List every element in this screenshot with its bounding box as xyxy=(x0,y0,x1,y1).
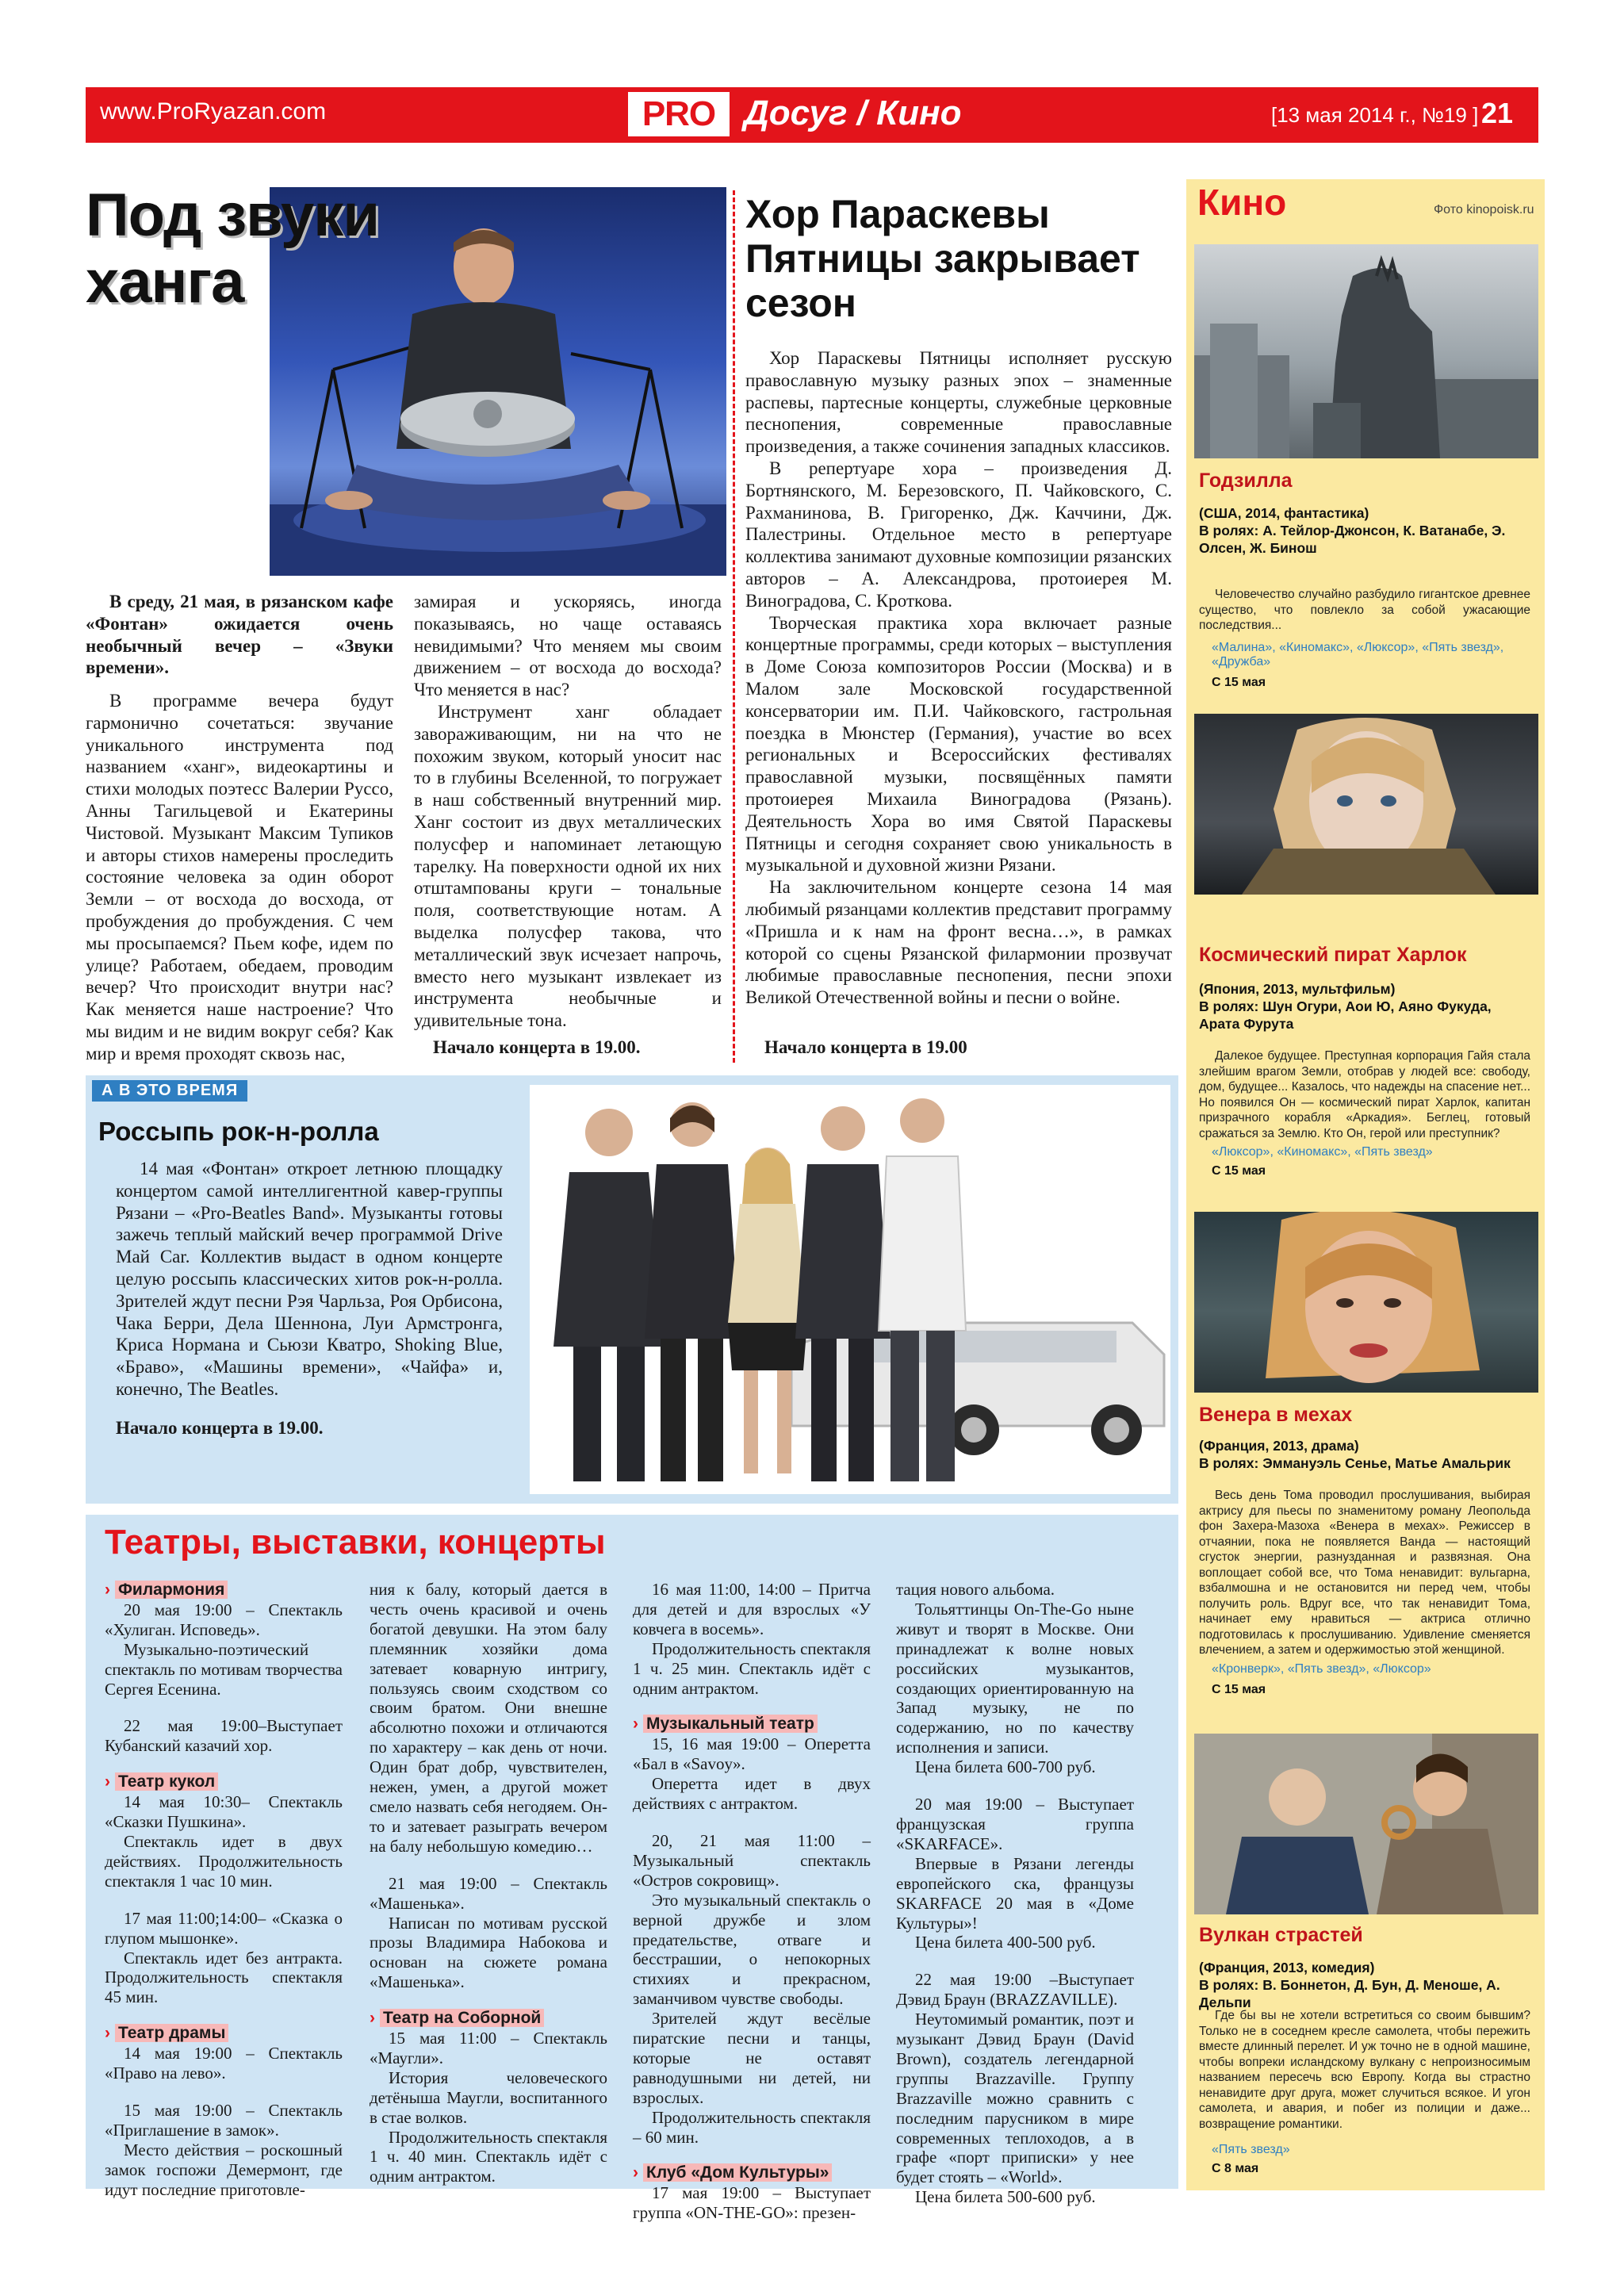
film-cinemas-venus: «Кронверк», «Пять звезд», «Люксор» xyxy=(1212,1662,1431,1676)
venue-label: Музыкальный театр xyxy=(643,1715,818,1733)
event-entry: 22 мая 19:00 –Выступает Дэвид Браун (BRAZZAVILLE). xyxy=(896,1970,1134,2010)
event-entry: ния к балу, который дается в честь очень красивой и очень богатой девушки. На этом балу племянник хозяйки дома затевает коварную интригу, пользуясь своим сходством со своим братом. Они внешне абсолютно похожи и отличаются по характеру – как день от ночи. Один брат добр, чувствителен, нежен, умен, а другой может смело назвать себя негодяем. Он-то и затевает разыграть вечером на балу небольшую комедию… xyxy=(370,1580,607,1856)
film-title-harlock: Космический пират Харлок xyxy=(1199,944,1467,966)
event-entry: Музыкально-поэтический спектакль по мотивам творчества Сергея Есенина. xyxy=(105,1639,343,1699)
hang-start-time: Начало концерта в 19.00. xyxy=(433,1037,641,1057)
pro-logo: PRO xyxy=(628,92,730,136)
choir-paragraph-4: На заключительном концерте сезона 14 мая любимый рязанцами коллектив представит программу «Пришла и к нам на фронт весна…», в рамках которой со сцены Рязанской филармонии прозвучат любимые православные песнопения, песни эпохи Великой Отечественной войны и песни о войне. xyxy=(745,877,1172,1008)
venue-label: Театр на Соборной xyxy=(380,2009,544,2027)
venue-music-theatre xyxy=(633,1714,871,1734)
rock-start-time: Начало концерта в 19.00. xyxy=(116,1418,324,1438)
film-meta-godzilla xyxy=(1199,504,1532,557)
film-country-genre: (Япония, 2013, мультфильм) xyxy=(1199,981,1396,997)
column-divider xyxy=(733,190,735,1063)
page-header xyxy=(86,87,1538,143)
event-entry: 15, 16 мая 19:00 – Оперетта «Бал в «Savoy». xyxy=(633,1734,871,1774)
section-title: Досуг / Кино xyxy=(744,94,962,132)
event-entry: Спектакль идет в двух действиях. Продолжительность спектакля 1 час 10 мин. xyxy=(105,1831,343,1891)
venue-philharmonic xyxy=(105,1580,343,1600)
event-entry: Продолжительность спектакля – 60 мин. xyxy=(633,2107,871,2147)
event-entry: Спектакль идет без антракта. Продолжительность спектакля 45 мин. xyxy=(105,1948,343,2007)
film-country-genre: (США, 2014, фантастика) xyxy=(1199,505,1369,521)
film-description-godzilla: Человечество случайно разбудило гигантское древнее существо, что повлекло за собой ужасающие последствия... xyxy=(1199,588,1530,632)
rock-body xyxy=(116,1158,503,1401)
event-entry: тация нового альбома. xyxy=(896,1580,1055,1599)
hang-headline: Под звуки ханга xyxy=(86,182,380,316)
film-country-genre: (Франция, 2013, комедия) xyxy=(1199,1960,1375,1975)
film-cinemas-godzilla: «Малина», «Киномакс», «Люксор», «Пять звезд», «Дружба» xyxy=(1212,641,1504,669)
film-meta-venus xyxy=(1199,1437,1532,1472)
event-entry: Оперетта идет в двух действиях с антрактом. xyxy=(633,1774,871,1814)
chevron-right-icon: › xyxy=(105,2024,110,2043)
roles-label: В ролях: xyxy=(1199,1977,1259,1993)
theatre-column-4 xyxy=(896,1580,1134,2207)
choir-body xyxy=(745,347,1172,1009)
film-description-volcano: Где бы вы не хотели встретиться со своим бывшим? Только не в соседнем кресле самолета, чтобы пережить вместе длинный перелет. И уж точно не в одной машине, чтобы вопреки исландскому вулкану с непроизносимым названием пересечь всю Европу. Когда вы страстно ненавидите друг друга, может случиться всякое. И угон самолета, и авария, и побег из полиции и даже... возвращение романтики. xyxy=(1199,2009,1530,2131)
event-entry: 20, 21 мая 11:00 – Музыкальный спектакль «Остров сокровищ». xyxy=(633,1830,871,1890)
event-entry: Зрителей ждут весёлые пиратские песни и танцы, которые не оставят равнодушными ни детей, ни взрослых. xyxy=(633,2009,871,2107)
film-title-volcano: Вулкан страстей xyxy=(1199,1924,1363,1946)
event-entry: 17 мая 11:00;14:00– «Сказка о глупом мышонке». xyxy=(105,1908,343,1948)
issue-date: [13 мая 2014 г., №19 ] xyxy=(1271,103,1479,127)
choir-paragraph-2: В репертуаре хора – произведения Д. Бортнянского, М. Березовского, П. Чайковского, С. Рахманинова, В. Григоренко, Дж. Каччини, Дж. Палестрины. Отдельное место в репертуаре коллектива занимают духовные композиции рязанских авторов – А. Александрова, протоиерея М. Виноградова, С. Кроткова. xyxy=(745,458,1172,611)
roles-label: В ролях: xyxy=(1199,1455,1259,1471)
event-entry: 14 мая 10:30– Спектакль «Сказки Пушкина». xyxy=(105,1792,343,1832)
site-url[interactable]: www.ProRyazan.com xyxy=(100,98,327,125)
rock-body-text: 14 мая «Фонтан» откроет летнюю площадку концертом самой интеллигентной кавер-группы Рязани – «Pro-Beatles Band». Музыканты готовы зажечь теплый майский вечер программой Drive Май Car. Коллектив выдаст в одном концерте целую россыпь классических хитов рок-н-ролла. Зрителей ждут песни Рэя Чарльза, Роя Орбисона, Чака Берри, Дела Шеннона, Луи Армстронга, Криса Нормана и Сьюзи Кватро, Shoking Blue, «Браво», «Машины времени», «Чайфа» и, конечно, The Beatles. xyxy=(116,1159,503,1399)
theatre-column-3 xyxy=(633,1580,871,2223)
choir-paragraph-3: Творческая практика хора включает разные концертные программы, среди которых – выступления в Доме Союза композиторов России (Москва) и в Малом зале Московской государственной консерватории им. П.И. Чайковского, гастрольная поездка в Мюнстер (Германия), участие во всех региональных и Всероссийских фестивалях православной музыки, посвящённых памяти протоиерея Михаила Виноградова (Рязань). Деятельность Хора во имя Святой Параскевы Пятницы и сегодня сохраняет свою уникальность в музыкальной и духовной жизни Рязани. xyxy=(745,612,1172,876)
event-entry: Цена билета 500-600 руб. xyxy=(915,2187,1096,2207)
event-entry: 22 мая 19:00–Выступает Кубанский казачий хор. xyxy=(105,1716,343,1756)
film-date-volcano: С 8 мая xyxy=(1212,2162,1259,2175)
venue-label: Филармония xyxy=(115,1581,228,1599)
chevron-right-icon: › xyxy=(105,1772,110,1791)
harlock-poster xyxy=(1194,714,1538,895)
event-entry: 15 мая 11:00 – Спектакль «Маугли». xyxy=(370,2029,607,2067)
event-entry: Продолжительность спектакля 1 ч. 40 мин. Спектакль идёт с одним антрактом. xyxy=(370,2127,607,2186)
hang-col2-text-2: Инструмент ханг обладает завораживающим, ни на что не похожим звуком, который уносит нас то в глубины Вселенной, то погружает в наш собственный внутренний мир. Ханг состоит из двух металлических полусфер и напоминает летающую тарелку. На поверхности одной их них отштампованы круги – тональные поля, соответствующие нотам. А выделка полусфер такова, что металлический звук исчезает напрочь, вместо него музыкант извлекает из инструмента необычные и удивительные тона. xyxy=(414,701,722,1031)
film-cast: Шун Огури, Аои Ю, Аяно Фукуда, Арата Фурута xyxy=(1199,998,1492,1032)
film-date-harlock: С 15 мая xyxy=(1212,1164,1266,1178)
event-entry: 17 мая 19:00 – Выступает группа «ON-THE-GO»: презен- xyxy=(633,2183,871,2223)
event-entry: Это музыкальный спектакль о верной дружбе и злом предательстве, отваге и бесстрашии, о непокорных стихиях и прекрасном, заманчивом чувстве свободы. xyxy=(633,1890,871,2009)
event-entry: Место действия – роскошный замок госпожи Демермонт, где идут последние приготовле- xyxy=(105,2140,343,2199)
godzilla-illustration xyxy=(1194,244,1538,458)
venue-label: Театр кукол xyxy=(115,1772,218,1791)
venue-label: Клуб «Дом Культуры» xyxy=(643,2163,832,2182)
event-entry: История человеческого детёныша Маугли, воспитанного в стае волков. xyxy=(370,2067,607,2127)
film-meta-harlock xyxy=(1199,980,1532,1033)
chevron-right-icon: › xyxy=(105,1581,110,1599)
chevron-right-icon: › xyxy=(633,2163,638,2182)
hang-column-1 xyxy=(86,690,393,1065)
event-entry: Неутомимый романтик, поэт и музыкант Дэвид Браун (David Brown), создатель легендарной группы Brazzaville. Группу Brazzaville можно сравнить с последним парусником в мире современных теплоходов, а в графе «порт приписки» у нее будет стоять – «World». xyxy=(896,2010,1134,2187)
volcano-poster xyxy=(1194,1734,1538,1914)
hang-lead xyxy=(86,591,393,679)
film-cast: В. Боннетон, Д. Бун, Д. Меноше, А. Дельпи xyxy=(1199,1977,1500,2010)
rock-title: Россыпь рок-н-ролла xyxy=(98,1117,379,1146)
hang-col1-text: В программе вечера будут гармонично сочетаться: звучание уникального инструмента под названием «ханг», видеокартины и стихи молодых поэтесс Валерии Руссо, Анны Тагильцевой и Екатерины Чистовой. Музыкант Максим Тупиков и авторы стихов намерены проследить состояние человека за один оборот Земли – от восхода до восхода, от пробуждения до пробуждения. С чем мы просыпаемся? Пьем кофе, идем по улице? Работаем, обедаем, проводим вечер? Что происходит внутри нас? Как меняется наше настроение? Что мы видим и не видим вокруг себя? Как мир и время проходят сквозь нас, xyxy=(86,691,393,1063)
event-entry: 15 мая 19:00 – Спектакль «Приглашение в замок». xyxy=(105,2100,343,2140)
theatre-section-title: Театры, выставки, концерты xyxy=(105,1523,606,1562)
event-entry: 20 мая 19:00 – Спектакль «Хулиган. Исповедь». xyxy=(105,1600,343,1639)
choir-paragraph-1: Хор Параскевы Пятницы исполняет русскую православную музыку разных эпох – знаменные распевы, партесные концерты, служебные церковные песнопения, современные православные произведения, а также сочинения западных классиков. xyxy=(745,348,1172,457)
kino-title: Кино xyxy=(1197,182,1287,223)
film-date-venus: С 15 мая xyxy=(1212,1683,1266,1696)
event-entry: Впервые в Рязани легенды европейского ска, французы SKARFACE 20 мая в «Доме Культуры»! xyxy=(896,1853,1134,1933)
event-entry: Написан по мотивам русской прозы Владимира Набокова и основан на сюжете романа «Машенька». xyxy=(370,1913,607,1992)
film-meta-volcano xyxy=(1199,1959,1532,2011)
film-title-godzilla: Годзилла xyxy=(1199,469,1293,492)
hang-col2-text-1: замирая и ускоряясь, иногда показываясь, но чаще оставаясь невидимыми? Что меняем мы своим движением – от восхода до восхода? Что меняется в нас? xyxy=(414,592,722,700)
film-cinemas-harlock: «Люксор», «Киномакс», «Пять звезд» xyxy=(1212,1145,1433,1159)
page-number: 21 xyxy=(1481,97,1514,129)
chevron-right-icon: › xyxy=(633,1715,638,1734)
photo-credit: Фото kinopoisk.ru xyxy=(1434,203,1534,217)
venus-illustration xyxy=(1194,1212,1538,1393)
event-entry: 20 мая 19:00 – Выступает французская группа «SKARFACE». xyxy=(896,1795,1134,1853)
film-description-harlock: Далекое будущее. Преступная корпорация Гайя стала злейшим врагом Земли, отобрав у людей все: свободу, дом, будущее... Казалось, что надежды на спасение нет... Но появился Он — космический пират Харлок, капитан призрачного корабля «Аркадия». Беглец, готовый сражаться за Землю. Кто Он, герой или преступник? xyxy=(1199,1049,1530,1140)
choir-headline: Хор Параскевы Пятницы закрывает сезон xyxy=(745,192,1140,325)
film-cast: Эммануэль Сенье, Матье Амальрик xyxy=(1262,1455,1511,1471)
hang-lead-text: В среду, 21 мая, в рязанском кафе «Фонтан» ожидается очень необычный вечер – «Звуки времени». xyxy=(86,592,393,678)
rock-tag: А В ЭТО ВРЕМЯ xyxy=(92,1080,247,1102)
film-country-genre: (Франция, 2013, драма) xyxy=(1199,1438,1359,1454)
film-cinemas-volcano: «Пять звезд» xyxy=(1212,2143,1290,2156)
film-title-venus: Венера в мехах xyxy=(1199,1404,1353,1426)
event-entry: 21 мая 19:00 – Спектакль «Машенька». xyxy=(370,1873,607,1913)
event-entry: Цена билета 400-500 руб. xyxy=(915,1933,1096,1952)
venue-culture-club xyxy=(633,2163,871,2183)
event-entry: 14 мая 19:00 – Спектакль «Право на лево». xyxy=(105,2044,343,2083)
venus-poster xyxy=(1194,1212,1538,1393)
venue-label: Театр драмы xyxy=(115,2024,228,2042)
venue-puppet-theatre xyxy=(105,1772,343,1792)
band-illustration xyxy=(530,1085,1170,1494)
roles-label: В ролях: xyxy=(1199,523,1259,538)
venue-theatre-sobornaya xyxy=(370,2008,607,2029)
chevron-right-icon: › xyxy=(370,2009,375,2028)
volcano-illustration xyxy=(1194,1734,1538,1914)
roles-label: В ролях: xyxy=(1199,998,1259,1014)
theatre-column-2 xyxy=(370,1580,607,2186)
event-entry: Цена билета 600-700 руб. xyxy=(915,1757,1096,1777)
theatre-column-1 xyxy=(105,1580,343,2199)
harlock-illustration xyxy=(1194,714,1538,895)
film-date-godzilla: С 15 мая xyxy=(1212,676,1266,689)
godzilla-poster xyxy=(1194,244,1538,458)
event-entry: Тольяттинцы On-The-Go ныне живут и творят в Москве. Они принадлежат к волне новых российских музыкантов, создающих ориентированную на Запад музыку, не по содержанию, но по качеству исполнения и записи. xyxy=(896,1599,1134,1757)
hang-column-2 xyxy=(414,591,722,1032)
band-photo xyxy=(530,1085,1170,1494)
film-description-venus: Весь день Тома проводил прослушивания, выбирая актрису для пьесы по знаменитому роману Леопольда фон Захера-Мазоха «Венера в мехах». Режиссер в отчаянии, пока не появляется Ванда — настоящий сгусток энергии, разнузданная и развязная. Она воплощает собой все, что Тома ненавидит: вульгарна, взбалмошна и не остановится ни перед чем, чтобы получить роль. Вдруг все, что так ненавидит Тома, начинает ему нравиться — актриса отлично подготовилась к прослушиванию. Удивление сменяется влечением, а затем и одержимостью этой женщиной. xyxy=(1199,1489,1530,1657)
film-cast: А. Тейлор-Джонсон, К. Ватанабе, Э. Олсен, Ж. Бинош xyxy=(1199,523,1506,556)
event-entry: Продолжительность спектакля 1 ч. 25 мин. Спектакль идёт с одним антрактом. xyxy=(633,1638,871,1698)
event-entry: 16 мая 11:00, 14:00 – Притча для детей и для взрослых «У ковчега в восемь». xyxy=(633,1580,871,1638)
venue-drama-theatre xyxy=(105,2023,343,2044)
choir-start-time: Начало концерта в 19.00 xyxy=(764,1037,967,1057)
